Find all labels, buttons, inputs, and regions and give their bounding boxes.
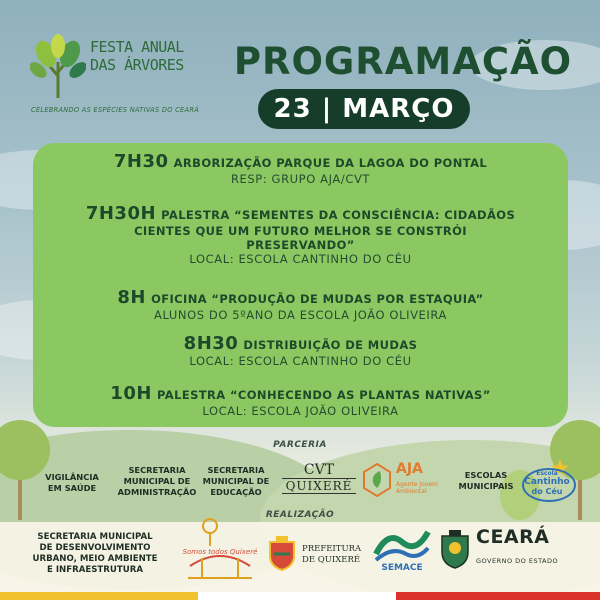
program-item — [33, 333, 568, 368]
partner-cvt-logo: CVT QUIXERÉ — [282, 462, 356, 494]
partner-escolas: ESCOLAS MUNICIPAIS — [458, 470, 514, 491]
semace-logo: SEMACE — [372, 526, 432, 576]
somos-quixere-logo: Somos todos Quixeré — [180, 516, 260, 586]
prefeitura-quixere-logo: PREFEITURA DE QUIXERÉ — [266, 536, 366, 576]
item-time: 10H — [110, 383, 152, 404]
partner-secretaria-meio-ambiente: SECRETARIA MUNICIPAL DE DESENVOLVIMENTO URBANO, MEIO AMBIENTE E INFRAESTRUTURA — [32, 532, 158, 575]
event-logo — [20, 28, 210, 123]
program-item — [33, 203, 568, 266]
item-time: 7H30 — [113, 151, 169, 172]
logo-title-line: FESTA ANUAL — [90, 38, 184, 56]
partner-aja-logo: AJA Agente Jovem Ambiental — [362, 462, 452, 500]
coat-of-arms-icon — [266, 536, 298, 572]
partner-vigilancia: VIGILÂNCIA EM SAÚDE — [45, 472, 99, 493]
item-activity-cont: PRESERVANDO” — [246, 238, 355, 252]
partner-educacao: SECRETARIA MUNICIPAL DE EDUCAÇÃO — [202, 465, 270, 497]
item-detail: LOCAL: ESCOLA JOÃO OLIVEIRA — [202, 404, 399, 418]
partner-administracao: SECRETARIA MUNICIPAL DE ADMINISTRAÇÃO — [117, 465, 197, 497]
item-detail: LOCAL: ESCOLA CANTINHO DO CÉU — [189, 354, 412, 368]
item-detail: ALUNOS DO 5ºANO DA ESCOLA JOÃO OLIVEIRA — [154, 308, 447, 322]
semace-wave-icon — [372, 526, 432, 562]
program-box — [33, 143, 568, 427]
item-activity: PALESTRA “SEMENTES DA CONSCIÊNCIA: CIDADÃOS — [161, 208, 516, 222]
page-title: PROGRAMAÇÃO — [233, 40, 573, 83]
flag-stripe — [0, 592, 600, 600]
item-time: 7H30H — [85, 203, 157, 224]
logo-tagline: CELEBRANDO AS ESPÉCIES NATIVAS DO CEARÁ — [30, 106, 200, 114]
item-activity: PALESTRA “CONHECENDO AS PLANTAS NATIVAS” — [157, 388, 491, 402]
item-detail: RESP: GRUPO AJA/CVT — [230, 172, 371, 186]
item-detail: LOCAL: ESCOLA CANTINHO DO CÉU — [189, 252, 412, 266]
item-activity: DISTRIBUIÇÃO DE MUDAS — [243, 338, 418, 352]
item-activity-cont: CIENTES QUE UM FUTURO MELHOR SE CONSTRÓI — [134, 224, 467, 238]
item-time: 8H30 — [183, 333, 239, 354]
program-item — [33, 151, 568, 186]
ceara-coat-of-arms-icon — [438, 530, 472, 570]
partner-cantinho-logo: Escola Cantinho do Céu — [518, 462, 576, 502]
program-item — [33, 287, 568, 322]
tree-logo-icon — [30, 32, 86, 98]
realization-label: REALIZAÇÃO — [265, 510, 335, 520]
aja-leaf-icon — [362, 462, 392, 498]
program-item — [33, 383, 568, 418]
governo-ceara-logo: CEARÁ GOVERNO DO ESTADO — [438, 530, 568, 574]
logo-title — [90, 38, 210, 74]
item-time: 8H — [117, 287, 146, 308]
logo-title-line: DAS ÁRVORES — [90, 56, 184, 74]
item-activity: ARBORIZAÇÃO PARQUE DA LAGOA DO PONTAL — [173, 156, 488, 170]
date-badge: 23 | MARÇO — [258, 89, 470, 129]
item-activity: OFICINA “PRODUÇÃO DE MUDAS POR ESTAQUIA” — [151, 292, 484, 306]
partnership-label: PARCERIA — [273, 440, 327, 450]
